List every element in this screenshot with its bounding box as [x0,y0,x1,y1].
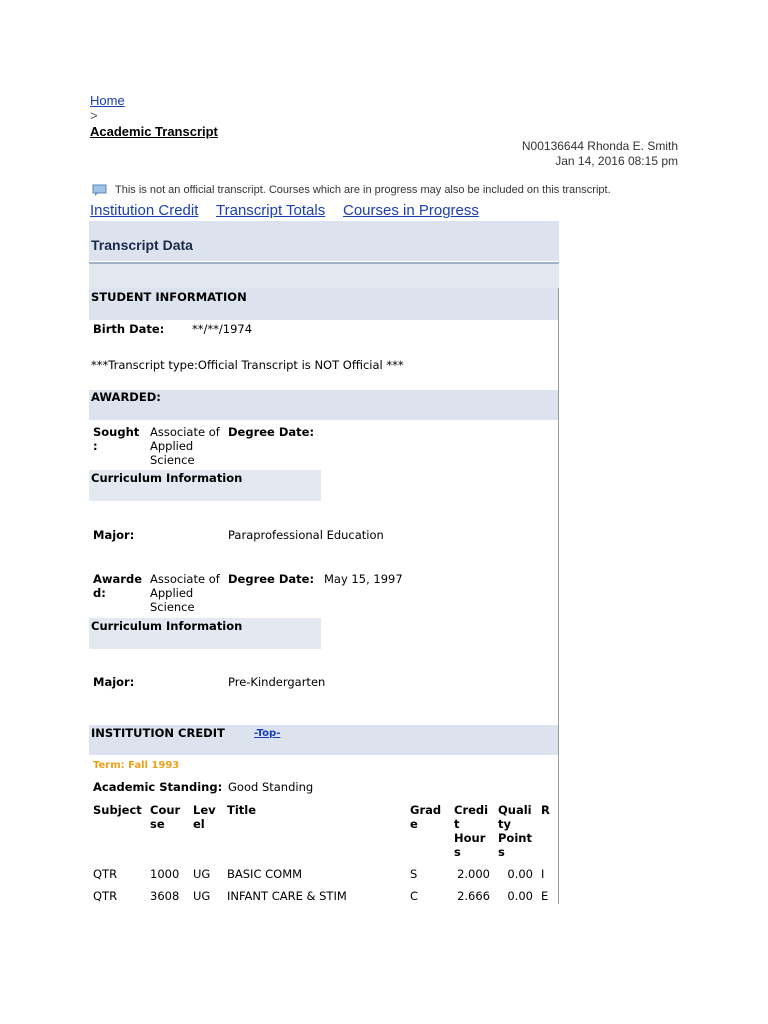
col-quality-3: Point [498,831,532,845]
row1-credit: 2.000 [457,867,490,881]
home-link[interactable]: Home [90,93,125,108]
row1-title: BASIC COMM [227,867,303,881]
degree-name-1: Associate of [150,572,220,586]
degree-date-label: Degree Date: [228,425,315,439]
row1-r: I [541,867,545,881]
student-info-heading: STUDENT INFORMATION [91,290,247,304]
row1-level: UG [193,867,211,881]
header-spacer [89,264,559,288]
row2-r: E [541,889,549,903]
degree-name-2: Applied [150,586,194,600]
major-label: Major: [93,675,135,689]
table-right-border [558,288,559,904]
row1-subject: QTR [93,867,118,881]
row2-grade: C [410,889,419,903]
col-subject: Subject [93,803,142,817]
awarded-heading: AWARDED: [91,390,161,404]
col-level-cont: el [193,817,205,831]
col-quality: Quali [498,803,532,817]
courses-in-progress-link[interactable]: Courses in Progress [343,202,479,219]
row2-subject: QTR [93,889,118,903]
col-credit-2: t [454,817,460,831]
degree-name-2: Applied [150,439,194,453]
institution-credit-link[interactable]: Institution Credit [90,202,199,219]
degree-name-1: Associate of [150,425,220,439]
unofficial-notice: This is not an official transcript. Courses which are in progress may also be included on this transcript. [115,184,611,196]
row2-credit: 2.666 [457,889,490,903]
col-level: Lev [193,803,216,817]
birth-date-label: Birth Date: [93,322,165,336]
transcript-totals-link[interactable]: Transcript Totals [216,202,326,219]
degree-date-value: May 15, 1997 [324,572,403,586]
col-grade: Grad [410,803,442,817]
report-datetime: Jan 14, 2016 08:15 pm [555,154,678,168]
curriculum-label: Curriculum Information [91,619,243,633]
academic-standing-label: Academic Standing: [93,780,223,794]
major-value: Paraprofessional Education [228,528,384,542]
col-credit-4: s [454,845,461,859]
student-id-name: N00136644 Rhonda E. Smith [521,139,678,153]
row2-course: 3608 [150,889,180,903]
section-title: Transcript Data [91,237,193,253]
academic-standing-value: Good Standing [228,780,314,794]
col-r: R [541,803,550,817]
row2-title: INFANT CARE & STIM [227,889,347,903]
row2-quality: 0.00 [507,889,533,903]
row1-quality: 0.00 [507,867,533,881]
curriculum-label: Curriculum Information [91,471,243,485]
info-note-icon [92,181,106,191]
awarded-label: Awarde [93,572,142,586]
row1-grade: S [410,867,418,881]
breadcrumb-separator: > [90,108,98,123]
col-quality-2: ty [498,817,511,831]
degree-name-3: Science [150,453,195,467]
birth-date-value: **/**/1974 [192,322,253,336]
sought-label: Sought [93,425,140,439]
top-link[interactable]: -Top- [254,728,281,739]
row2-level: UG [193,889,211,903]
col-grade-cont: e [410,817,418,831]
col-course: Cour [150,803,181,817]
row1-course: 1000 [150,867,180,881]
major-value: Pre-Kindergarten [228,675,326,689]
col-course-cont: se [150,817,165,831]
transcript-type-note: ***Transcript type:Official Transcript is NOT Official *** [91,358,404,372]
major-label: Major: [93,528,135,542]
col-title: Title [227,803,257,817]
col-quality-4: s [498,845,505,859]
sought-label-colon: : [93,439,98,453]
institution-credit-heading: INSTITUTION CREDIT [91,726,225,740]
term-label: Term: Fall 1993 [93,760,180,771]
degree-date-label: Degree Date: [228,572,315,586]
degree-name-3: Science [150,600,195,614]
page-title: Academic Transcript [90,124,218,139]
awarded-label-cont: d: [93,586,106,600]
col-credit-3: Hour [454,831,486,845]
col-credit: Credi [454,803,489,817]
